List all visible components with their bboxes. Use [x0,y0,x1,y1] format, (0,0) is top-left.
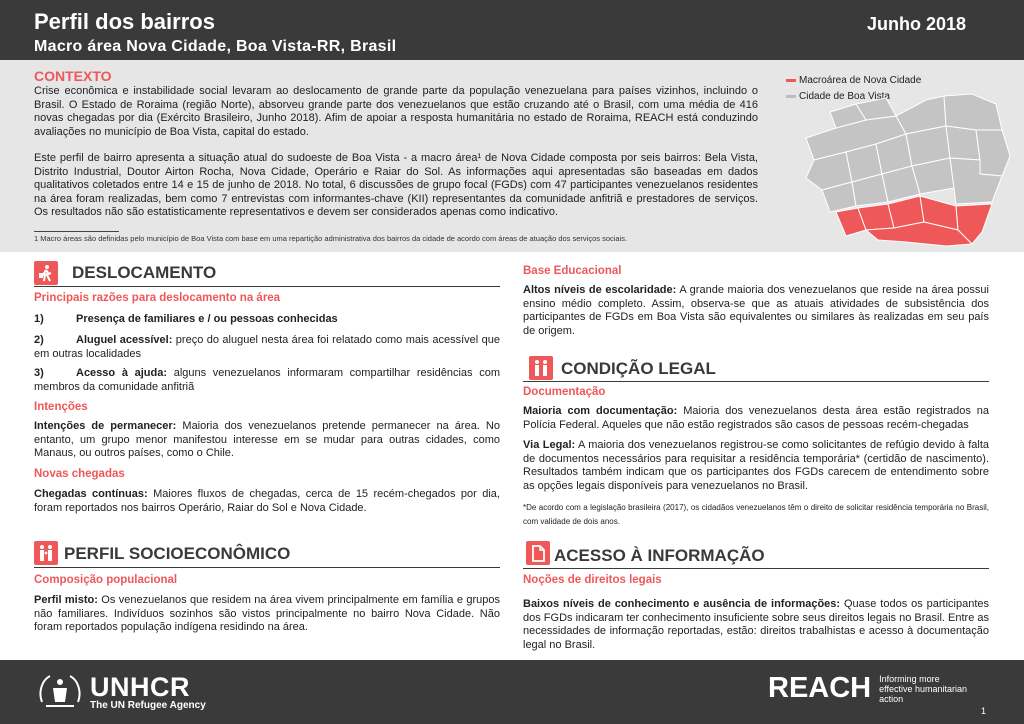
population-label: Perfil misto: [34,594,98,606]
population-text: Os venezuelanos que residem na área vivem principalmente em família e grupos não familiares. Indivíduos sozinhos são vistos principalmente no bairro Nova Cidade. Não foram reportados população indígena residindo na área. [34,594,500,633]
legal-footnote: *De acordo com a legislação brasileira (2017), os cidadãos venezuelanos têm o direito de solicitar residência temporária no Brasil, com validade de dois anos. [523,503,989,526]
reach-logo [768,672,969,705]
population-subtitle: Composição populacional [34,574,178,586]
context-heading: CONTEXTO [34,68,112,84]
documentation-subtitle: Documentação [523,386,606,398]
documentation-text: Maioria dos venezuelanos desta área estão registrados na Polícia Federal. Aqueles que não estão registrados são casos de pessoas recém-chegadas [523,405,989,431]
city-neighborhoods [806,94,1010,212]
page-subtitle: Macro área Nova Cidade, Boa Vista-RR, Brasil [34,38,397,55]
documentation-paragraph [523,405,989,432]
reason-number-1: 1) [34,313,44,325]
intentions-label: Intenções de permanecer: [34,420,177,432]
report-date: Junho 2018 [866,14,966,34]
population-paragraph [34,594,500,635]
new-arrivals-paragraph [34,488,500,515]
legal-status-title: CONDIÇÃO LEGAL [561,359,716,378]
displacement-reasons-subtitle: Principais razões para deslocamento na área [34,292,281,304]
education-label: Altos níveis de escolaridade: [523,284,677,296]
reason-text-3: alguns venezuelanos informaram compartilhar residências com membros da comunidade anfitriã [34,367,500,393]
legal-path-paragraph [523,439,989,493]
legal-status-icon [529,356,553,380]
context-paragraph-2: Este perfil de bairro apresenta a situação atual do sudoeste de Boa Vista - a macro área¹ de Nova Cidade composta por seis bairros: Bela Vista, Distrito Industrial, Doutor Airton Rocha, Nova Cidade, Operário e Raiar do Sol. As informações aqui apresentadas são baseadas em dados qualitativos coletados entre 14 e 15 de junho de 2018. No total, 6 discussões de grupo focal (FGDs) com 47 participantes venezuelanos residentes na área foram realizadas, bem como 7 entrevistas com informantes-chave (KII) representantes da comunidade anfitriã e prestadores de serviços. Os resultados não são estatisticamente representativos e devem ser considerados apenas como indicativo. [34,152,758,219]
information-access-divider [523,568,989,569]
legal-path-label: Via Legal: [523,439,576,451]
boa-vista-map [796,90,1018,248]
information-access-icon [526,541,550,565]
reason-label-3: Acesso à ajuda: [76,367,168,379]
unhcr-logo [36,672,206,712]
displacement-divider [34,286,500,287]
reach-name: REACH [768,672,872,704]
page-number: 1 [980,706,986,716]
legend-item-macro [786,72,921,88]
education-text: A grande maioria dos venezuelanos que reside na área possui ensino médio completo. Assim, observa-se que as atuais atividades de subsistência dos participantes de FGDs em Boa Vista são equivalentes ou similares às realizadas em seu país de origem. [523,284,989,337]
reason-item-2 [34,334,500,361]
legal-rights-label: Baixos níveis de conhecimento e ausência de informações: [523,598,841,610]
displacement-icon [34,261,58,285]
displacement-title: DESLOCAMENTO [72,263,217,282]
reason-label-2: Aluguel acessível: [76,334,173,346]
context-section [0,60,1024,252]
intentions-subtitle: Intenções [34,401,88,413]
reason-text-2: preço do aluguel nesta área foi relatado como mais acessível que em outras localidades [34,334,500,360]
information-access-title: ACESSO À INFORMAÇÃO [554,546,765,565]
context-paragraph-1: Crise econômica e instabilidade social levaram ao deslocamento de grande parte da população venezuelana para países vizinhos, incluindo o Brasil. O Estado de Roraima (região Norte), absorveu grande parte dos venezuelanos que estão cruzando até o Brasil, com uma média de 416 novas chegadas por dia (Exército Brasileiro, Junho 2018). Afim de apoiar a resposta humanitária no estado de Roraima, REACH está conduzindo avaliações no município de Boa Vista, capital do estado. [34,85,758,138]
socioeconomic-divider [34,567,500,568]
legend-swatch-macro [786,79,796,82]
legal-rights-subtitle: Noções de direitos legais [523,574,662,586]
footnote-divider [34,231,119,232]
legal-rights-text: Quase todos os participantes dos FGDs indicaram ter conhecimento insuficiente sobre seus direitos legais no Brasil. Entre as necessidades de informação reportadas, estão: direitos trabalhistas e acesso à documentação legal no Brasil. [523,598,990,651]
legend-label-city: Cidade de Boa Vista [799,90,890,102]
new-arrivals-text: Maiores fluxos de chegadas, cerca de 15 recém-chegados por dia, foram reportados nos bairros Operário, Raiar do Sol e Nova Cidade. [34,488,500,514]
page-header [0,0,1024,60]
unhcr-name: UNHCR [90,671,190,702]
education-paragraph [523,284,989,338]
reason-item-3 [34,367,500,394]
intentions-text: Maioria dos venezuelanos pretende permanecer na área. No entanto, um grupo menor manifestou interesse em se mudar para outras cidades, como Manaus, ou outros países, como o Chile. [34,420,500,459]
legal-rights-paragraph [523,598,989,652]
new-arrivals-label: Chegadas contínuas: [34,488,148,500]
socioeconomic-icon [34,541,58,565]
reason-item-1 [34,313,500,327]
page-title: Perfil dos bairros [34,9,215,34]
legal-path-text: A maioria dos venezuelanos registrou-se como solicitantes de refúgio devido à falta de documentos necessários para requisitar a residência temporária* (certidão de nascimento). Resultados também indicam que os participantes dos FGDs carecem de entendimento sobre as opções legais disponíveis para venezuelanos no Brasil. [523,439,989,492]
reason-label-1: Presença de familiares e / ou pessoas conhecidas [76,313,338,325]
reach-tagline: Informing more effective humanitarian action [879,673,968,704]
legal-status-divider [523,381,989,382]
new-arrivals-subtitle: Novas chegadas [34,468,125,480]
context-footnote: 1 Macro áreas são definidas pelo município de Boa Vista com base em uma repartição administrativa dos bairros da cidade de acordo com áreas de atuação dos serviços sociais. [34,234,628,243]
reason-number-2: 2) [34,334,44,346]
intentions-paragraph [34,420,500,461]
page-footer [0,660,1024,724]
legend-label-macro: Macroárea de Nova Cidade [799,74,922,86]
reason-number-3: 3) [34,367,44,379]
unhcr-tagline: The UN Refugee Agency [90,699,206,711]
education-subtitle: Base Educacional [523,265,622,277]
socioeconomic-title: PERFIL SOCIOECONÔMICO [64,544,291,563]
legend-swatch-city [786,95,796,98]
documentation-label: Maioria com documentação: [523,405,678,417]
unhcr-emblem-icon [36,672,84,712]
